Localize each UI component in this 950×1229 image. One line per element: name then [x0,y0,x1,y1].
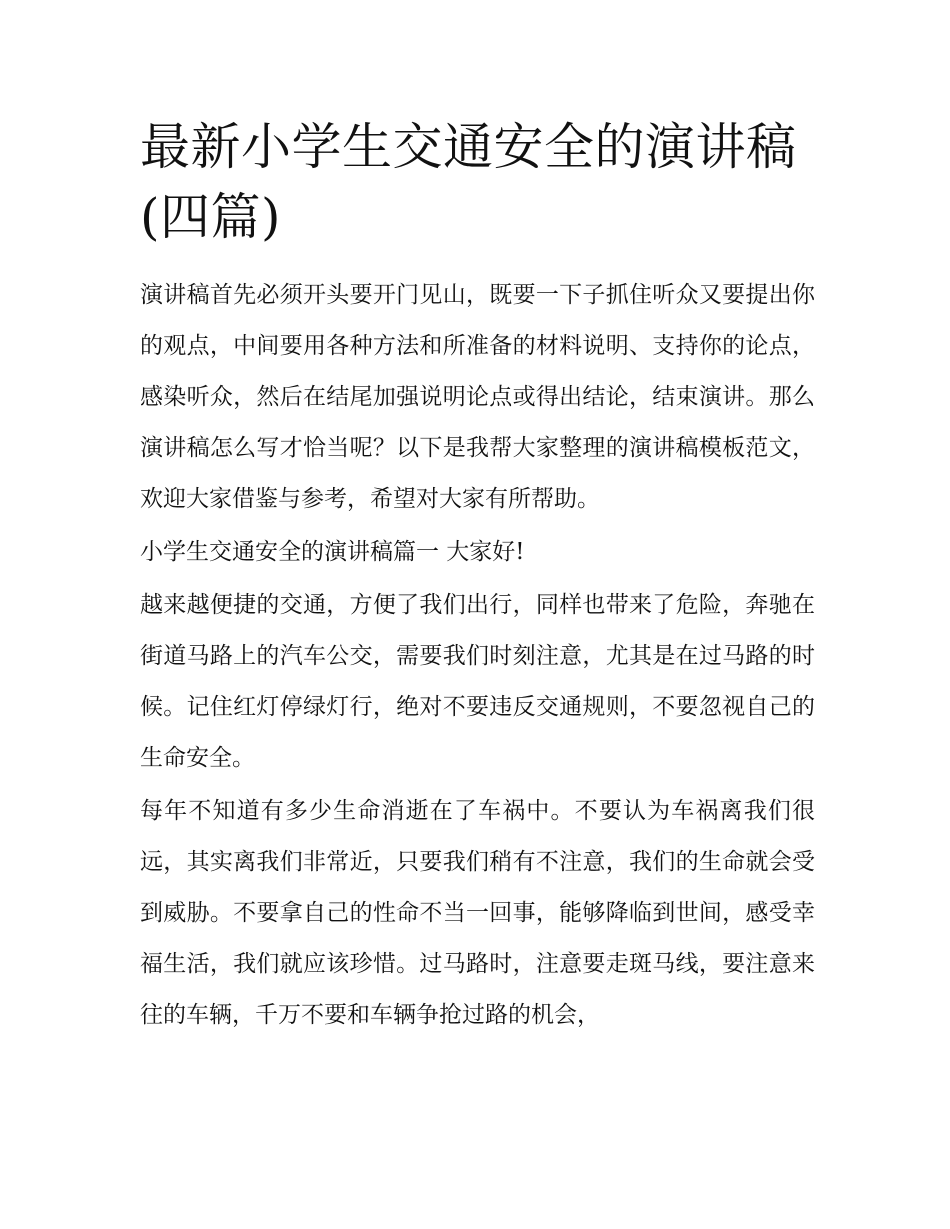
body-paragraph: 每年不知道有多少生命消逝在了车祸中。不要认为车祸离我们很远，其实离我们非常近，只要我们稍有不注意，我们的生命就会受到威胁。不要拿自己的性命不当一回事，能够降临到世间，感受幸福生活，我们就应该珍惜。过马路时，注意要走斑马线，要注意来往的车辆，千万不要和车辆争抢过路的机会， [140,798,815,1028]
section-heading-paragraph: 小学生交通安全的演讲稿篇一 大家好! [140,539,525,565]
intro-paragraph: 演讲稿首先必须开头要开门见山，既要一下子抓住听众又要提出你的观点，中间要用各种方法和所准备的材料说明、支持你的论点，感染听众，然后在结尾加强说明论点或得出结论，结束演讲。那么演讲稿怎么写才恰当呢？以下是我帮大家整理的演讲稿模板范文，欢迎大家借鉴与参考，希望对大家有所帮助。 [140,282,815,512]
document-title: 最新小学生交通安全的演讲稿(四篇) [140,118,797,246]
document-body [140,112,815,1043]
body-paragraph: 越来越便捷的交通，方便了我们出行，同样也带来了危险，奔驰在街道马路上的汽车公交，需要我们时刻注意，尤其是在过马路的时候。记住红灯停绿灯行，绝对不要违反交通规则，不要忽视自己的生命安全。 [140,592,815,771]
